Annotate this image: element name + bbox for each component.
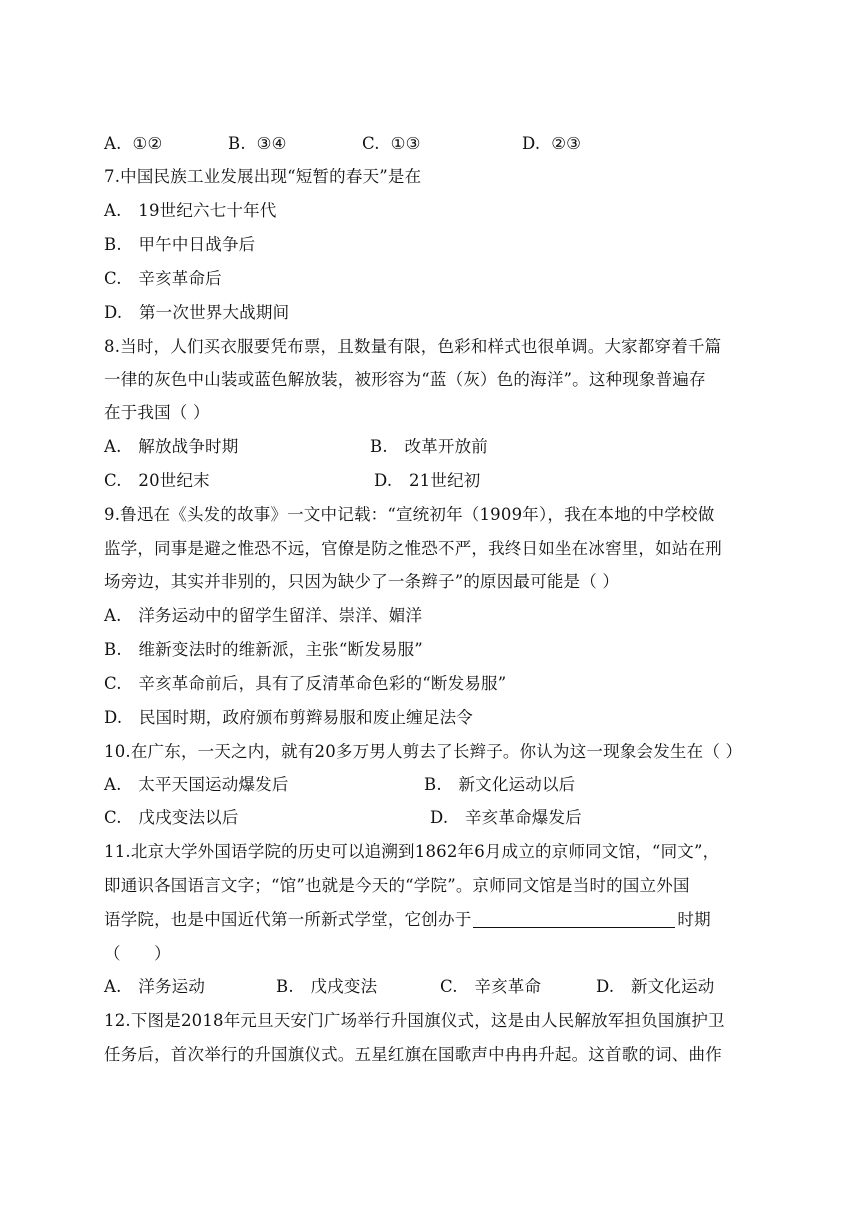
q6-option-c: C. ①③	[362, 134, 421, 153]
q9-option-c: C. 辛亥革命前后，具有了反清革命色彩的“断发易服”	[104, 674, 507, 693]
q8-option-b: B. 改革开放前	[370, 437, 488, 456]
q9-option-a: A. 洋务运动中的留学生留洋、崇洋、媚洋	[104, 606, 423, 625]
q8-stem-line-3: 在于我国（ ）	[104, 403, 210, 422]
q11-option-c: C. 辛亥革命	[440, 977, 542, 996]
q11-stem-line-3-before: 语学院，也是中国近代第一所新式学堂，它创办于	[104, 910, 472, 929]
q8-option-a: A. 解放战争时期	[104, 437, 239, 456]
q8-option-d: D. 21世纪初	[374, 471, 481, 490]
q10-option-b: B. 新文化运动以后	[424, 775, 576, 794]
q7-option-d: D. 第一次世界大战期间	[104, 303, 290, 322]
q10-option-d: D. 辛亥革命爆发后	[430, 808, 582, 827]
q12-stem-line-2: 任务后，首次举行的升国旗仪式。五星红旗在国歌声中冉冉升起。这首歌的词、曲作	[104, 1045, 722, 1064]
q10-option-a: A. 太平天国运动爆发后	[104, 775, 289, 794]
q11-option-a: A. 洋务运动	[104, 977, 206, 996]
q11-stem-line-3	[104, 908, 711, 932]
q11-answer-blank[interactable]	[473, 909, 675, 928]
q10-option-c: C. 戊戌变法以后	[104, 808, 239, 827]
q8-stem-line-2: 一律的灰色中山装或蓝色解放装，被形容为“蓝（灰）色的海洋”。这种现象普遍存	[104, 370, 706, 389]
q9-stem-line-1: 9.鲁迅在《头发的故事》一文中记载：“宣统初年（1909年），我在本地的中学校做	[104, 505, 715, 524]
q11-answer-paren: （ ）	[104, 944, 171, 963]
q11-option-d: D. 新文化运动	[596, 977, 715, 996]
q11-stem-line-3-after: 时期	[677, 910, 711, 929]
q10-stem: 10.在广东，一天之内，就有20多万男人剪去了长辫子。你认为这一现象会发生在（ ）	[104, 742, 743, 761]
q12-stem-line-1: 12.下图是2018年元旦天安门广场举行升国旗仪式，这是由人民解放军担负国旗护卫	[104, 1011, 725, 1030]
q7-option-a: A. 19世纪六七十年代	[104, 201, 277, 220]
q6-option-d: D. ②③	[522, 134, 582, 153]
q9-stem-line-3: 场旁边，其实并非别的，只因为缺少了一条辫子”的原因最可能是（ ）	[104, 572, 620, 591]
q11-stem-line-2: 即通识各国语言文字；“馆”也就是今天的“学院”。京师同文馆是当时的国立外国	[104, 876, 690, 895]
q8-stem-line-1: 8.当时，人们买衣服要凭布票，且数量有限，色彩和样式也很单调。大家都穿着千篇	[104, 337, 722, 356]
q11-option-b: B. 戊戌变法	[276, 977, 378, 996]
q9-option-d: D. 民国时期，政府颁布剪辫易服和废止缠足法令	[104, 708, 473, 727]
q8-option-c: C. 20世纪末	[104, 471, 210, 490]
q7-option-c: C. 辛亥革命后	[104, 269, 222, 288]
q7-stem: 7.中国民族工业发展出现“短暂的春天”是在	[104, 167, 422, 186]
q11-stem-line-1: 11.北京大学外国语学院的历史可以追溯到1862年6月成立的京师同文馆，“同文”，	[104, 842, 720, 861]
q9-stem-line-2: 监学，同事是避之惟恐不远，官僚是防之惟恐不严，我终日如坐在冰窖里，如站在刑	[104, 539, 722, 558]
q7-option-b: B. 甲午中日战争后	[104, 235, 256, 254]
q6-option-b: B. ③④	[228, 134, 287, 153]
q9-option-b: B. 维新变法时的维新派，主张“断发易服”	[104, 640, 423, 659]
q6-option-a: A. ①②	[104, 134, 163, 153]
